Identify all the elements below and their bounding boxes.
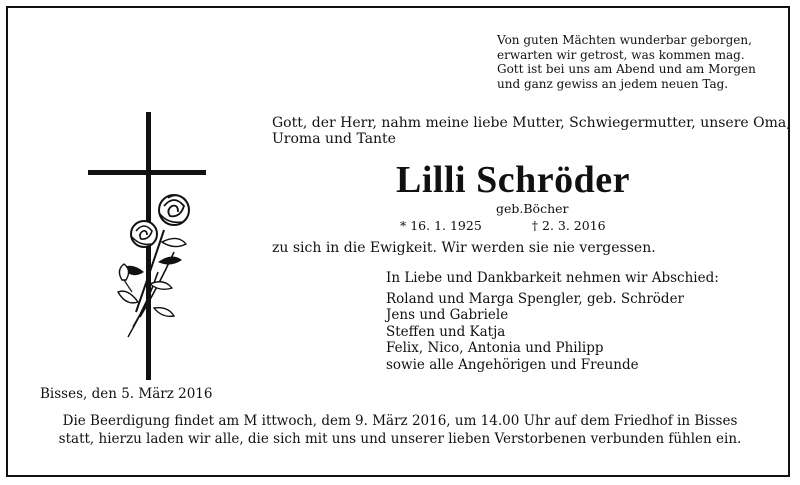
cross-with-roses-icon	[88, 112, 218, 382]
mourners-block	[386, 270, 719, 373]
place-date: Bisses, den 5. März 2016	[40, 386, 213, 402]
mourner-line: sowie alle Angehörigen und Freunde	[386, 356, 639, 373]
eternity-text: zu sich in die Ewigkeit. Wir werden sie nie vergessen.	[272, 240, 656, 256]
intro-text: Gott, der Herr, nahm meine liebe Mutter, Schwiegermutter, unsere Oma, Uroma und Tante	[272, 115, 791, 147]
maiden-name: geb.Böcher	[496, 201, 569, 216]
funeral-line: statt, hierzu laden wir alle, die sich mit uns und unserer lieben Verstorbenen verbunden fühlen ein.	[58, 431, 742, 447]
poem-line: und ganz gewiss an jedem neuen Tag.	[497, 76, 729, 91]
poem-line: Gott ist bei uns am Abend und am Morgen	[497, 62, 756, 76]
poem	[497, 33, 756, 91]
mourners-heading: In Liebe und Dankbarkeit nehmen wir Abschied:	[386, 270, 719, 286]
funeral-line: Die Beerdigung findet am M ittwoch, dem 9. März 2016, um 14.00 Uhr auf dem Friedhof in Bisses	[62, 413, 738, 429]
death-date: † 2. 3. 2016	[531, 218, 606, 233]
funeral-notice	[40, 412, 760, 448]
deceased-name: Lilli Schröder	[396, 159, 630, 201]
poem-line: erwarten wir getrost, was kommen mag.	[497, 47, 745, 62]
mourner-line: Felix, Nico, Antonia und Philipp	[386, 340, 604, 356]
mourner-line: Jens und Gabriele	[386, 307, 509, 323]
mourner-line: Steffen und Katja	[386, 323, 506, 340]
life-dates	[400, 218, 606, 233]
birth-date: * 16. 1. 1925	[400, 218, 482, 233]
poem-line: Von guten Mächten wunderbar geborgen,	[497, 33, 752, 47]
mourner-line: Roland und Marga Spengler, geb. Schröder	[386, 290, 685, 307]
